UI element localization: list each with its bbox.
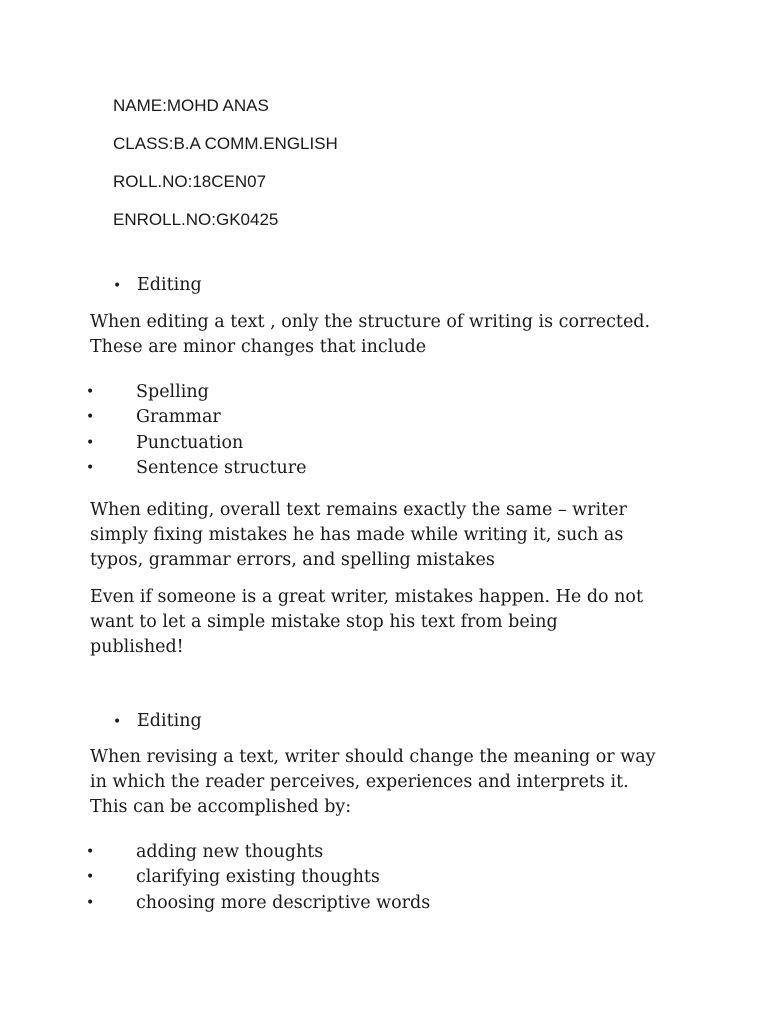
bullet-icon: • (113, 714, 122, 730)
section1-paragraph-2 (90, 498, 690, 573)
section1-heading (113, 273, 202, 299)
bullet-icon: • (86, 869, 95, 886)
paragraph-line: want to let a simple mistake stop his text from being (90, 612, 558, 632)
section1-paragraph-3 (90, 585, 690, 660)
student-class: CLASS:B.A COMM.ENGLISH (113, 134, 338, 153)
list-item-text: Grammar (136, 407, 221, 428)
list-item-text: choosing more descriptive words (136, 892, 431, 913)
list-item-text: Spelling (136, 382, 209, 402)
section2-heading-text: Editing (137, 711, 202, 731)
list-item-text: adding new thoughts (136, 842, 324, 862)
paragraph-line: simply fixing mistakes he has made while writing it, such as (90, 525, 624, 545)
paragraph-line: in which the reader perceives, experiences and interprets it. (90, 772, 629, 792)
section2-heading (113, 709, 202, 735)
paragraph-line: These are minor changes that include (90, 337, 427, 357)
list-item-text: clarifying existing thoughts (136, 867, 380, 888)
student-roll-number: ROLL.NO:18CEN07 (113, 172, 267, 191)
bullet-icon: • (86, 384, 95, 400)
paragraph-line: Even if someone is a great writer, mistakes happen. He do not (90, 587, 643, 607)
paragraph-line: When editing, overall text remains exactly the same – writer (90, 500, 627, 520)
section1-heading-text: Editing (137, 275, 202, 295)
paragraph-line: published! (90, 637, 184, 657)
bullet-icon: • (86, 434, 95, 451)
paragraph-line: typos, grammar errors, and spelling mistakes (90, 550, 495, 570)
list-item-text: Sentence structure (136, 457, 307, 478)
bullet-icon: • (86, 844, 95, 860)
paragraph-line: When editing a text , only the structure of writing is corrected. (90, 312, 651, 332)
bullet-icon: • (86, 894, 95, 911)
bullet-icon: • (113, 278, 122, 294)
section2-intro-paragraph (90, 745, 690, 820)
list-item-text: Punctuation (136, 432, 244, 453)
paragraph-line: When revising a text, writer should change the meaning or way (90, 747, 656, 767)
section1-intro-paragraph (90, 310, 690, 360)
student-enroll-number: ENROLL.NO:GK0425 (113, 210, 279, 229)
student-name: NAME:MOHD ANAS (113, 96, 269, 115)
paragraph-line: This can be accomplished by: (90, 797, 352, 817)
bullet-icon: • (86, 459, 95, 476)
bullet-icon: • (86, 409, 95, 426)
